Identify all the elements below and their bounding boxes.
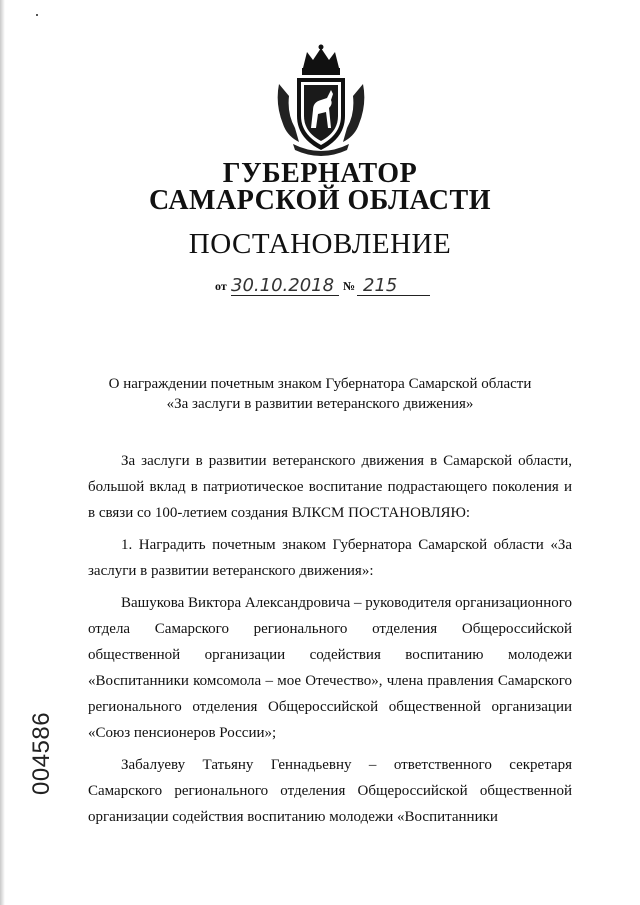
samara-coat-of-arms-icon bbox=[273, 44, 369, 156]
decree-date-number bbox=[215, 276, 430, 298]
subject-line-2: «За заслуги в развитии ветеранского движения» bbox=[166, 396, 474, 412]
scan-dot bbox=[36, 14, 38, 16]
number-value: 215 bbox=[363, 275, 398, 296]
subject-line-1: О награждении почетным знаком Губернатора Самарской области bbox=[108, 376, 532, 392]
registration-number: 004586 bbox=[28, 711, 55, 795]
date-value: 30.10.2018 bbox=[231, 275, 335, 296]
decree-body bbox=[88, 448, 572, 830]
document-type: ПОСТАНОВЛЕНИЕ bbox=[188, 228, 452, 260]
awardee-paragraph-1: Вашукова Виктора Александровича – руководителя организационного отдела Самарского регионального отделения Общероссийской общественной организации содействия воспитанию молодежи «Воспитанники комсомола – мое Отечество», члена правления Самарского регионального отделения Общероссийской общественной организации «Союз пенсионеров России»; bbox=[88, 595, 572, 741]
resolution-item-1: 1. Наградить почетным знаком Губернатора Самарской области «За заслуги в развитии ветеранского движения»: bbox=[88, 537, 572, 579]
decree-subject bbox=[60, 374, 580, 414]
awardee-paragraph-2: Забалуеву Татьяну Геннадьевну – ответственного секретаря Самарского регионального отделения Общероссийской общественной организации содействия воспитанию молодежи «Воспитанники bbox=[88, 757, 572, 825]
date-label: от bbox=[215, 279, 227, 293]
scan-edge bbox=[0, 0, 5, 905]
authority-title: ГУБЕРНАТОР bbox=[222, 158, 418, 189]
preamble-paragraph: За заслуги в развитии ветеранского движения в Самарской области, большой вклад в патриотическое воспитание подрастающего поколения и в связи со 100-летием создания ВЛКСМ ПОСТАНОВЛЯЮ: bbox=[88, 453, 572, 521]
number-label: № bbox=[343, 279, 356, 293]
authority-region: САМАРСКОЙ ОБЛАСТИ bbox=[149, 185, 491, 216]
